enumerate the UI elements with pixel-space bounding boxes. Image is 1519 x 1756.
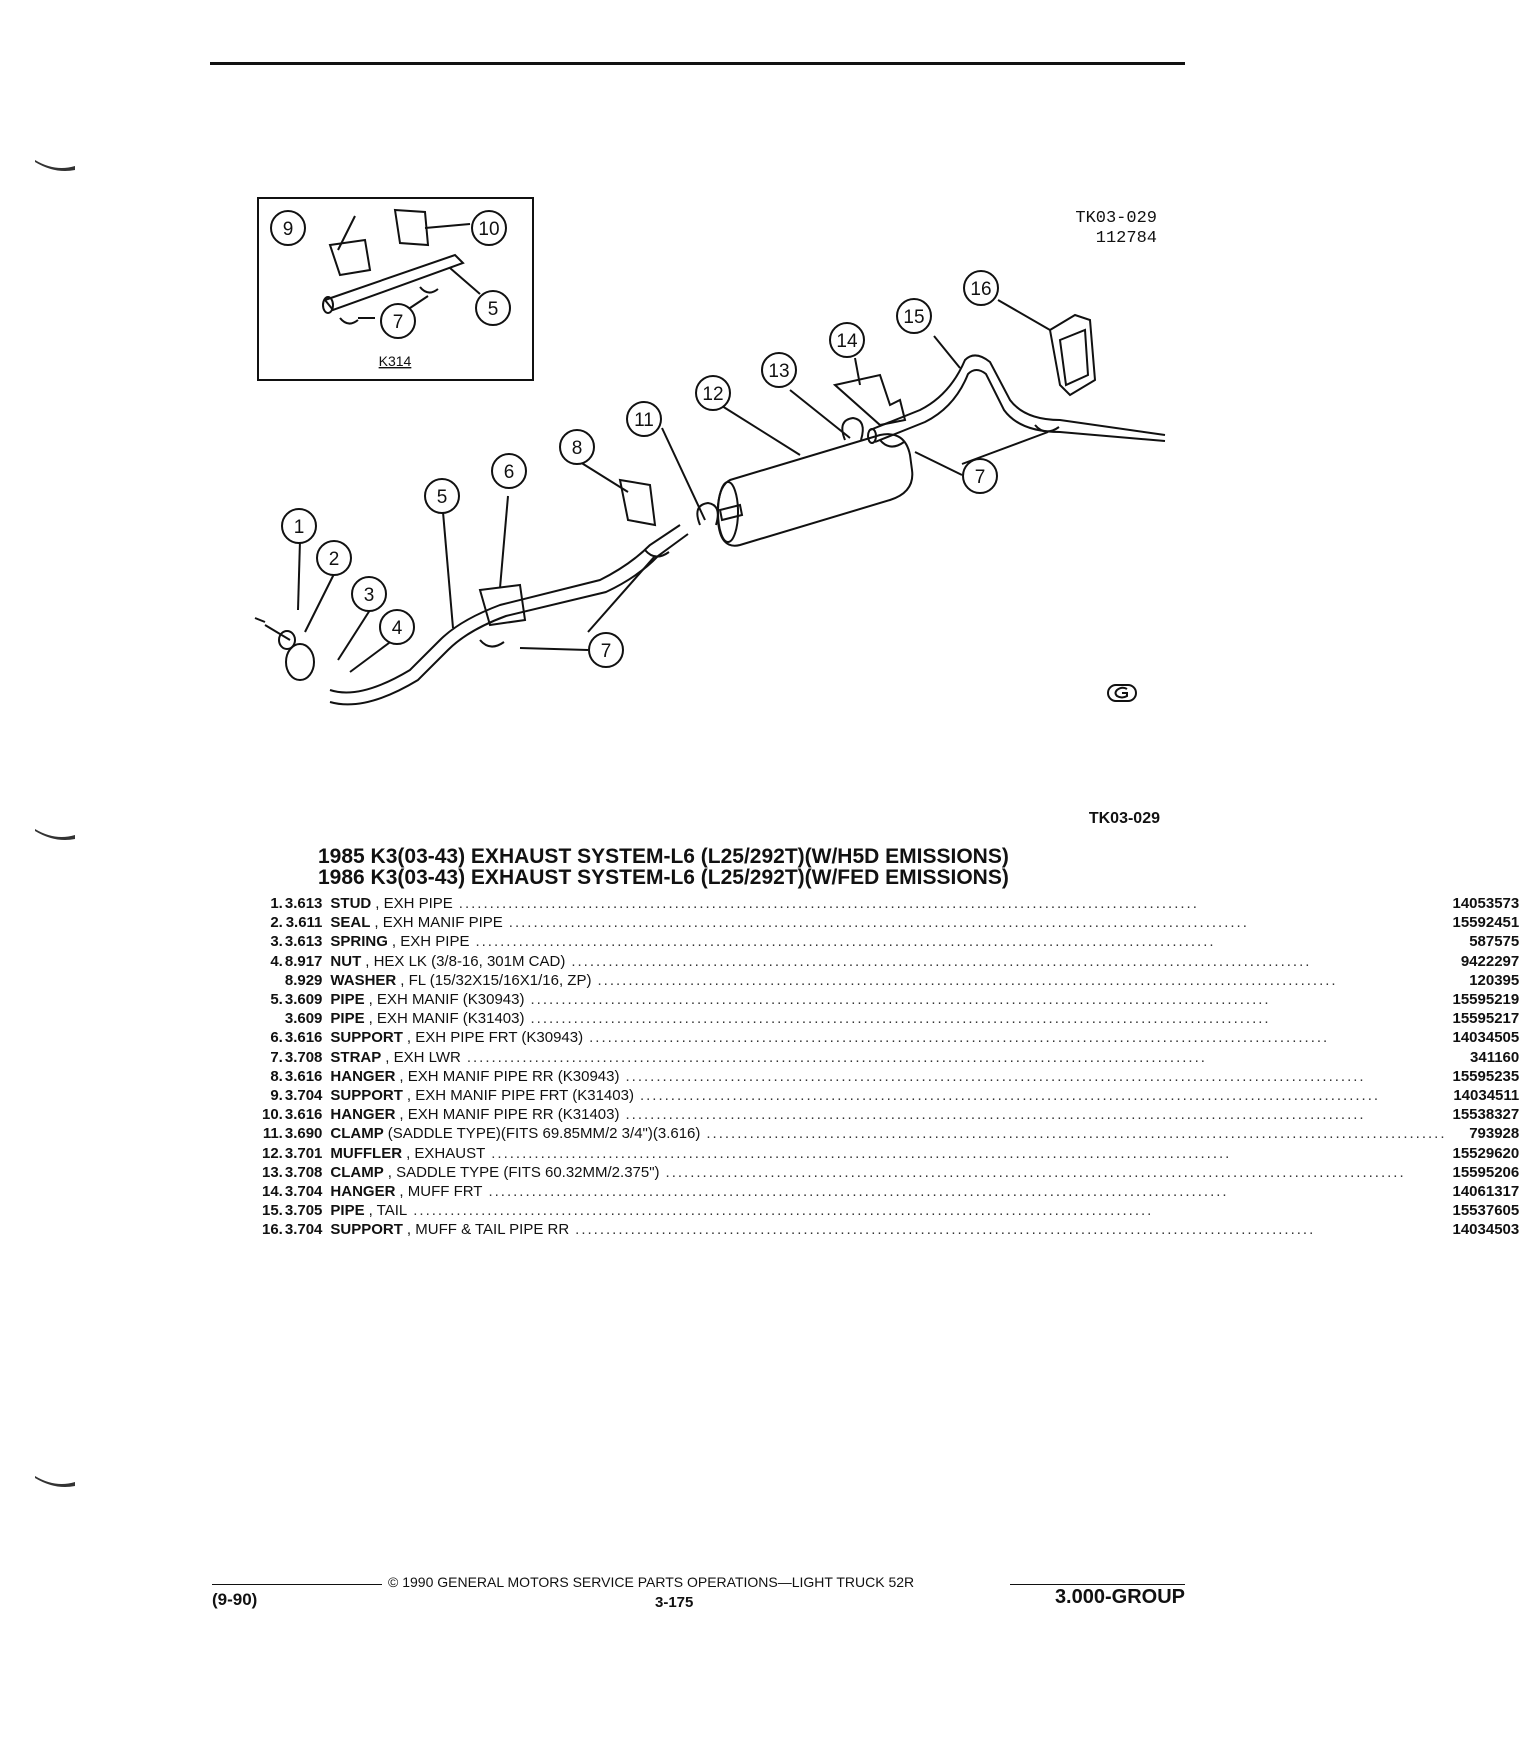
group-label: 3.000-GROUP bbox=[1054, 1586, 1185, 1608]
item-number bbox=[262, 971, 285, 990]
callout-5: 5 bbox=[487, 299, 499, 320]
leader-dots: ........................................................................................................................ bbox=[458, 895, 1199, 913]
leader-dots: ........................................................................................................................ bbox=[530, 991, 1271, 1009]
table-row bbox=[262, 1201, 1519, 1220]
manifold-flange bbox=[286, 644, 314, 680]
callout-12: 12 bbox=[702, 384, 724, 405]
leader-dots: ........................................................................................................................ bbox=[413, 1202, 1154, 1220]
part-name: PIPE bbox=[330, 1202, 365, 1220]
leader-dots: ........................................................................................................................ bbox=[475, 933, 1216, 951]
item-number: 7. bbox=[270, 1048, 283, 1066]
binder-hole-mark bbox=[35, 827, 75, 841]
group-number: 3.613 bbox=[284, 895, 323, 913]
part-description bbox=[330, 1067, 1452, 1086]
group-number: 3.704 bbox=[284, 1182, 323, 1200]
part-description bbox=[330, 1105, 1452, 1124]
diagram-number: 112784 bbox=[1095, 229, 1157, 248]
group-number: 3.611 bbox=[285, 914, 323, 932]
part-number: 15538327 bbox=[1452, 1106, 1519, 1124]
part-description bbox=[330, 932, 1452, 951]
part-detail: , SADDLE TYPE (FITS 60.32MM/2.375") bbox=[387, 1163, 660, 1181]
group-number: 3.705 bbox=[284, 1202, 323, 1220]
binder-hole-mark bbox=[35, 1474, 75, 1488]
item-number: 10. bbox=[262, 1106, 283, 1124]
part-detail: , MUFF FRT bbox=[399, 1182, 483, 1200]
revision-date: (9-90) bbox=[212, 1590, 258, 1609]
leader-dots: ........................................................................................................................ bbox=[625, 1067, 1366, 1085]
part-description bbox=[330, 913, 1452, 932]
part-description bbox=[330, 1124, 1452, 1143]
callout-2: 2 bbox=[328, 549, 340, 570]
inset-hanger-10 bbox=[395, 210, 428, 245]
table-row bbox=[262, 894, 1519, 913]
hanger-8 bbox=[620, 480, 655, 525]
part-description bbox=[330, 990, 1452, 1009]
part-name: MUFFLER bbox=[330, 1144, 403, 1162]
group-number: 3.708 bbox=[284, 1163, 323, 1181]
table-row bbox=[262, 952, 1519, 971]
part-description bbox=[330, 971, 1452, 990]
leader-dots: ........................................................................................................................ bbox=[665, 1163, 1406, 1181]
part-name: CLAMP bbox=[330, 1163, 384, 1181]
callout-1: 1 bbox=[293, 517, 305, 538]
item-number: 8. bbox=[270, 1067, 283, 1085]
item-number: 2. bbox=[270, 914, 283, 932]
group-number: 3.704 bbox=[284, 1086, 323, 1104]
part-detail: , EXHAUST bbox=[406, 1144, 486, 1162]
callout-3: 3 bbox=[363, 585, 375, 606]
callout-16: 16 bbox=[970, 279, 992, 300]
item-number: 1. bbox=[270, 895, 283, 913]
group-number: 3.609 bbox=[284, 991, 323, 1009]
item-number: 4. bbox=[270, 952, 283, 970]
part-name: HANGER bbox=[330, 1182, 396, 1200]
item-number bbox=[262, 1009, 285, 1028]
part-number: 120395 bbox=[1469, 971, 1519, 989]
part-number: 15595235 bbox=[1452, 1067, 1519, 1085]
table-row bbox=[262, 1163, 1519, 1182]
part-detail: , FL (15/32X15/16X1/16, ZP) bbox=[400, 971, 592, 989]
part-detail: , EXH LWR bbox=[385, 1048, 461, 1066]
footer-rule bbox=[1010, 1584, 1185, 1585]
table-row bbox=[262, 1028, 1519, 1047]
group-number: 3.708 bbox=[284, 1048, 323, 1066]
part-number: 587575 bbox=[1469, 933, 1519, 951]
part-name: SUPPORT bbox=[330, 1221, 403, 1239]
callout-9: 9 bbox=[282, 219, 294, 240]
item-number: 15. bbox=[262, 1202, 283, 1220]
callout-15: 15 bbox=[903, 307, 925, 328]
table-row bbox=[262, 1182, 1519, 1201]
part-number: 14053573 bbox=[1452, 895, 1519, 913]
table-row bbox=[262, 1048, 1519, 1067]
part-description bbox=[330, 1163, 1452, 1182]
part-description bbox=[330, 894, 1452, 913]
part-detail: , EXH MANIF PIPE FRT (K31403) bbox=[406, 1086, 634, 1104]
callout-6: 6 bbox=[503, 462, 515, 483]
table-row bbox=[262, 1124, 1519, 1143]
part-name: STRAP bbox=[330, 1048, 382, 1066]
group-number: 3.613 bbox=[284, 933, 323, 951]
callout-14: 14 bbox=[836, 331, 858, 352]
part-number: 15595219 bbox=[1452, 991, 1519, 1009]
item-number: 3. bbox=[270, 933, 283, 951]
inset-hanger-9 bbox=[330, 240, 370, 275]
callout-8: 8 bbox=[571, 438, 583, 459]
part-name: SPRING bbox=[330, 933, 388, 951]
table-row bbox=[262, 1220, 1519, 1239]
strap-7 bbox=[480, 640, 504, 647]
footer-rule bbox=[212, 1584, 382, 1585]
callout-5: 5 bbox=[436, 487, 448, 508]
group-number: 3.609 bbox=[284, 1010, 323, 1028]
item-number: 11. bbox=[262, 1125, 283, 1143]
footer-copyright: © 1990 GENERAL MOTORS SERVICE PARTS OPERATIONS—LIGHT TRUCK 52R bbox=[388, 1574, 915, 1590]
part-name: CLAMP bbox=[330, 1125, 384, 1143]
part-name: NUT bbox=[330, 952, 362, 970]
group-number: 3.704 bbox=[284, 1221, 323, 1239]
title-line-1986: 1986 K3(03-43) EXHAUST SYSTEM-L6 (L25/292T)(W/FED EMISSIONS) bbox=[318, 866, 1009, 889]
leader-dots: ........................................................................................................................ bbox=[575, 1221, 1316, 1239]
part-number: 15595217 bbox=[1452, 1010, 1519, 1028]
part-detail: , EXH MANIF (K31403) bbox=[368, 1010, 525, 1028]
group-number: 3.616 bbox=[284, 1029, 323, 1047]
part-description bbox=[330, 1182, 1452, 1201]
title-line-1985: 1985 K3(03-43) EXHAUST SYSTEM-L6 (L25/292T)(W/H5D EMISSIONS) bbox=[318, 845, 1009, 868]
table-row bbox=[262, 913, 1519, 932]
part-name: SEAL bbox=[330, 914, 371, 932]
exhaust-pipe-front bbox=[330, 525, 680, 693]
callout-11: 11 bbox=[634, 410, 654, 431]
part-number: 15529620 bbox=[1452, 1144, 1519, 1162]
hanger-14 bbox=[835, 375, 905, 425]
leader-dots: ........................................................................................................................ bbox=[571, 952, 1312, 970]
part-description bbox=[330, 952, 1452, 971]
table-row bbox=[262, 1143, 1519, 1162]
callout-7: 7 bbox=[392, 312, 404, 333]
part-description bbox=[330, 1086, 1452, 1105]
leader-dots: ........................................................................................................................ bbox=[597, 971, 1338, 989]
exhaust-system-diagram bbox=[0, 0, 1252, 800]
part-detail: (SADDLE TYPE)(FITS 69.85MM/2 3/4")(3.616) bbox=[387, 1125, 701, 1143]
part-name: HANGER bbox=[330, 1067, 396, 1085]
part-name: PIPE bbox=[330, 991, 365, 1009]
inset-label: K314 bbox=[378, 353, 412, 369]
item-number: 13. bbox=[262, 1163, 283, 1181]
leader-dots: ........................................................................................................................ bbox=[466, 1048, 1207, 1066]
gm-logo-icon bbox=[1107, 684, 1137, 702]
leader-dots: ........................................................................................................................ bbox=[706, 1125, 1447, 1143]
part-description bbox=[330, 1009, 1452, 1028]
part-number: 793928 bbox=[1469, 1125, 1519, 1143]
group-number: 3.701 bbox=[284, 1144, 323, 1162]
part-detail: , EXH PIPE bbox=[375, 895, 453, 913]
page-number: 3-175 bbox=[655, 1594, 694, 1611]
diagram-code: TK03-029 bbox=[1075, 209, 1157, 228]
part-detail: , MUFF & TAIL PIPE RR bbox=[406, 1221, 570, 1239]
part-name: PIPE bbox=[330, 1010, 365, 1028]
callout-10: 10 bbox=[478, 219, 500, 240]
table-row bbox=[262, 1105, 1519, 1124]
table-row bbox=[262, 971, 1519, 990]
part-detail: , EXH PIPE bbox=[391, 933, 470, 951]
item-number: 16. bbox=[262, 1221, 283, 1239]
table-row bbox=[262, 1009, 1519, 1028]
clamp-11 bbox=[697, 503, 717, 525]
table-row bbox=[262, 932, 1519, 951]
part-number: 14034503 bbox=[1452, 1221, 1519, 1239]
leader-dots: ........................................................................................................................ bbox=[589, 1029, 1330, 1047]
callout-13: 13 bbox=[768, 361, 790, 382]
item-number: 12. bbox=[262, 1144, 283, 1162]
leader-dots: ........................................................................................................................ bbox=[530, 1010, 1271, 1028]
leader-dots: ........................................................................................................................ bbox=[491, 1144, 1232, 1162]
callout-7: 7 bbox=[600, 641, 612, 662]
parts-list bbox=[262, 894, 1519, 1239]
group-number: 8.929 bbox=[284, 971, 323, 989]
part-number: 15537605 bbox=[1452, 1202, 1519, 1220]
part-name: HANGER bbox=[330, 1106, 396, 1124]
part-name: WASHER bbox=[330, 971, 397, 989]
part-detail: , TAIL bbox=[368, 1202, 408, 1220]
leader-dots: ........................................................................................................................ bbox=[508, 914, 1249, 932]
item-number: 9. bbox=[270, 1086, 283, 1104]
leader-dots: ........................................................................................................................ bbox=[639, 1086, 1381, 1104]
part-description bbox=[330, 1220, 1452, 1239]
table-row bbox=[262, 1086, 1519, 1105]
clamp-13 bbox=[842, 418, 862, 440]
part-number: 15592451 bbox=[1452, 914, 1519, 932]
part-detail: , EXH MANIF (K30943) bbox=[368, 991, 525, 1009]
part-number: 14034511 bbox=[1453, 1086, 1519, 1104]
table-row bbox=[262, 1067, 1519, 1086]
part-number: 15595206 bbox=[1452, 1163, 1519, 1181]
muffler bbox=[718, 434, 912, 546]
part-description bbox=[330, 1201, 1452, 1220]
part-description bbox=[330, 1028, 1452, 1047]
group-number: 3.690 bbox=[284, 1125, 323, 1143]
part-number: 14061317 bbox=[1452, 1182, 1519, 1200]
part-number: 9422297 bbox=[1460, 952, 1519, 970]
part-description bbox=[330, 1143, 1452, 1162]
part-number: 341160 bbox=[1470, 1048, 1519, 1066]
item-number: 14. bbox=[262, 1182, 283, 1200]
group-number: 8.917 bbox=[284, 952, 323, 970]
diagram-code-top-right bbox=[1045, 209, 1157, 249]
part-name: SUPPORT bbox=[330, 1086, 403, 1104]
item-number: 5. bbox=[270, 991, 283, 1009]
table-row bbox=[262, 990, 1519, 1009]
part-number: 14034505 bbox=[1452, 1029, 1519, 1047]
leader-dots: ........................................................................................................................ bbox=[488, 1182, 1229, 1200]
part-name: STUD bbox=[330, 895, 372, 913]
group-number: 3.616 bbox=[284, 1067, 323, 1085]
part-description bbox=[330, 1048, 1452, 1067]
part-detail: , EXH MANIF PIPE RR (K31403) bbox=[399, 1106, 620, 1124]
part-detail: , EXH PIPE FRT (K30943) bbox=[406, 1029, 584, 1047]
item-number: 6. bbox=[270, 1029, 283, 1047]
part-detail: , HEX LK (3/8-16, 301M CAD) bbox=[365, 952, 566, 970]
callout-4: 4 bbox=[391, 618, 403, 639]
section-title bbox=[318, 846, 1198, 888]
group-number: 3.616 bbox=[284, 1106, 323, 1124]
inset-pipe bbox=[325, 255, 463, 310]
callout-7: 7 bbox=[974, 467, 986, 488]
diagram-code-bottom-right: TK03-029 bbox=[1088, 810, 1160, 827]
part-name: SUPPORT bbox=[330, 1029, 403, 1047]
leader-dots: ........................................................................................................................ bbox=[625, 1106, 1366, 1124]
part-detail: , EXH MANIF PIPE bbox=[374, 914, 503, 932]
part-detail: , EXH MANIF PIPE RR (K30943) bbox=[399, 1067, 620, 1085]
